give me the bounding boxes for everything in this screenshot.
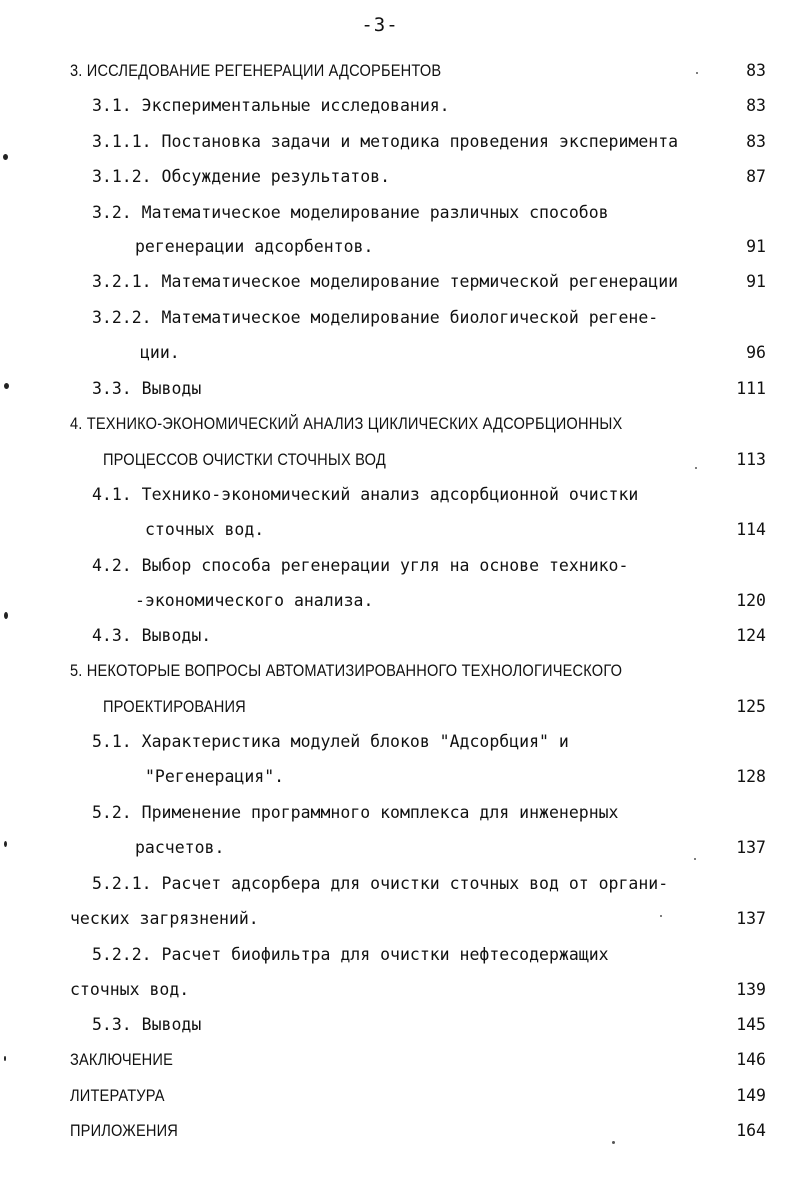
scan-mark [4,841,7,847]
toc-page-3-2-1: 91 [746,272,766,291]
toc-entry-3-2-1: 3.2.1. Математическое моделирование термической регенерации [92,272,679,291]
toc-entry-conclusion: ЗАКЛЮЧЕНИЕ [70,1050,174,1069]
toc-entry-5-2-1: 5.2.1. Расчет адсорбера для очистки сточных вод от органи- [92,874,669,893]
toc-page-appendices: 164 [736,1121,766,1140]
toc-page-conclusion: 146 [736,1050,766,1069]
toc-entry-4-2: 4.2. Выбор способа регенерации угля на основе технико- [92,556,629,575]
scan-speck [660,915,662,917]
toc-entry-3-1-1: 3.1.1. Постановка задачи и методика проведения эксперимента [92,132,679,151]
toc-entry-5-2-2-cont: сточных вод. [70,980,190,999]
scan-speck [694,858,696,860]
toc-page-3-1-2: 87 [746,167,766,186]
toc-page-3-3: 111 [736,379,766,398]
toc-entry-4-2-cont: -экономического анализа. [135,591,374,610]
toc-page-4-1: 114 [736,520,766,539]
toc-page-5-2: 137 [736,838,766,857]
toc-page-3-1-1: 83 [746,132,766,151]
toc-page-literature: 149 [736,1086,766,1105]
toc-entry-3-2-2: 3.2.2. Математическое моделирование биологической регене- [92,308,659,327]
scan-mark [4,612,8,619]
toc-entry-5-2-2: 5.2.2. Расчет биофильтра для очистки нефтесодержащих [92,945,609,964]
scan-speck [696,72,698,74]
toc-page-4-3: 124 [736,626,766,645]
toc-entry-5-2: 5.2. Применение программного комплекса для инженерных [92,803,619,822]
toc-entry-4-3: 4.3. Выводы. [92,626,212,645]
toc-page-3-2: 91 [746,237,766,256]
toc-entry-3-1: 3.1. Экспериментальные исследования. [92,96,450,115]
toc-page-3-2-2: 96 [746,343,766,362]
toc-entry-3-2-cont: регенерации адсорбентов. [135,237,374,256]
scan-mark [4,1056,6,1061]
toc-entry-4-cont: ПРОЦЕССОВ ОЧИСТКИ СТОЧНЫХ ВОД [103,450,386,469]
toc-entry-4-1-cont: сточных вод. [145,520,265,539]
scan-speck [612,1141,615,1144]
toc-entry-appendices: ПРИЛОЖЕНИЯ [70,1121,179,1140]
page-number: -3- [361,14,399,36]
toc-entry-literature: ЛИТЕРАТУРА [70,1086,165,1105]
toc-page-5-2-2: 139 [736,980,766,999]
toc-page-4-2: 120 [736,591,766,610]
toc-page-3-1: 83 [746,96,766,115]
toc-entry-3-2-2-cont: ции. [140,343,180,362]
toc-entry-4-1: 4.1. Технико-экономический анализ адсорбционной очистки [92,485,639,504]
toc-entry-5-2-1-cont: ческих загрязнений. [70,909,259,928]
toc-page-3: 83 [746,61,766,80]
toc-entry-5-1-cont: "Регенерация". [145,767,285,786]
toc-entry-3-1-2: 3.1.2. Обсуждение результатов. [92,167,391,186]
toc-entry-5-cont: ПРОЕКТИРОВАНИЯ [103,697,246,716]
scan-mark [3,154,8,160]
toc-entry-5: 5. НЕКОТОРЫЕ ВОПРОСЫ АВТОМАТИЗИРОВАННОГО ТЕХНОЛОГИЧЕСКОГО [70,661,623,680]
scan-speck [695,467,697,469]
toc-entry-5-3: 5.3. Выводы [92,1015,202,1034]
toc-page-5-1: 128 [736,767,766,786]
toc-entry-4: 4. ТЕХНИКО-ЭКОНОМИЧЕСКИЙ АНАЛИЗ ЦИКЛИЧЕСКИХ АДСОРБЦИОННЫХ [70,414,623,433]
scan-mark [4,383,9,389]
toc-page-5-3: 145 [736,1015,766,1034]
toc-page-5-2-1: 137 [736,909,766,928]
toc-page-4: 113 [736,450,766,469]
toc-page-5: 125 [736,697,766,716]
toc-entry-5-2-cont: расчетов. [135,838,225,857]
toc-entry-3: 3. ИССЛЕДОВАНИЕ РЕГЕНЕРАЦИИ АДСОРБЕНТОВ [70,61,442,80]
toc-entry-3-3: 3.3. Выводы [92,379,202,398]
toc-entry-3-2: 3.2. Математическое моделирование различных способов [92,203,609,222]
toc-entry-5-1: 5.1. Характеристика модулей блоков "Адсорбция" и [92,732,569,751]
